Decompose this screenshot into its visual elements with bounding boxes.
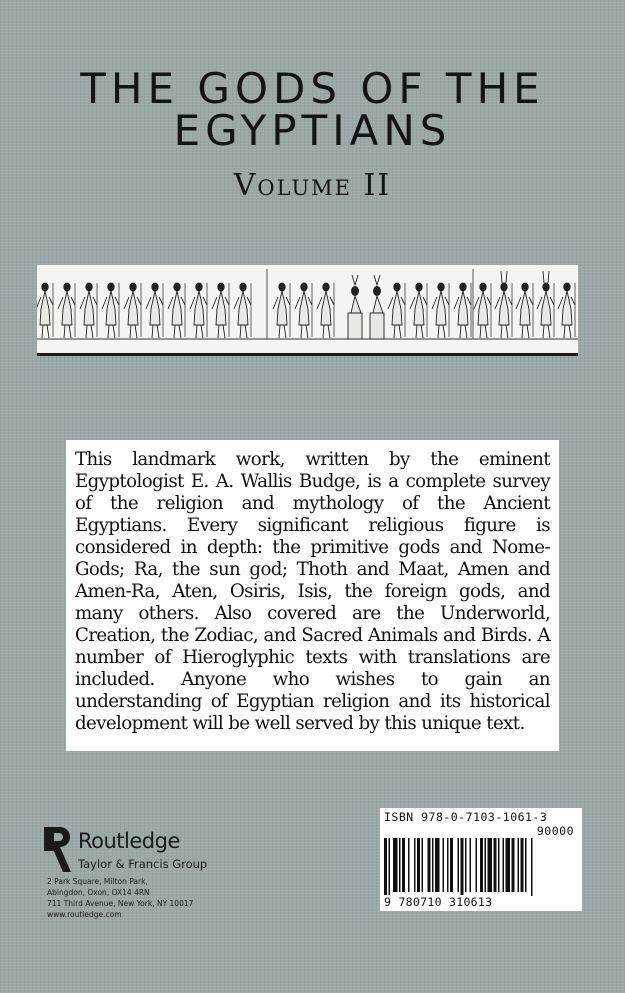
blurb-text: This landmark work, written by the eminent Egyptologist E. A. Wallis Budge, is a complete survey of the religion and mythology of the Ancient Egyptians. Every significant religious figure is considered in depth: the primitive gods and Nome-Gods; Ra, the sun god; Thoth and Maat, Amen and Amen-Ra, Aten, Osiris, Isis, the foreign gods, and many others. Also covered are the Underworld, Creation, the Zodiac, and Sacred Animals and Birds. A number of Hieroglyphic texts with translations are included. Anyone who wishes to gain an understanding of Egyptian religion and its historical development will be well served by this unique text. — [75, 449, 550, 734]
isbn-number: ISBN 978-0-7103-1061-3 — [384, 810, 548, 824]
egyptian-frieze-illustration — [37, 265, 578, 356]
publisher-group: Taylor & Francis Group — [78, 857, 208, 871]
address-line: 711 Third Avenue, New York, NY 10017 — [47, 899, 194, 908]
ean-digits: 9 780710 310613 — [384, 895, 493, 909]
price-code: 90000 — [536, 824, 574, 838]
routledge-r-icon — [44, 827, 72, 873]
book-title — [0, 64, 625, 155]
publisher-address — [47, 876, 193, 920]
publisher-name: Routledge — [78, 829, 180, 853]
volume-label: Volume II — [233, 168, 392, 203]
blurb-panel — [66, 440, 559, 751]
barcode-bars — [380, 838, 582, 896]
title-line-1: THE GODS OF THE — [80, 64, 545, 113]
address-line: Abingdon, Oxon, OX14 4RN — [47, 888, 150, 897]
publisher-website: www.routledge.com — [47, 910, 122, 919]
address-line: 2 Park Square, Milton Park, — [47, 877, 148, 886]
title-line-2: EGYPTIANS — [173, 106, 452, 155]
frieze-figures — [37, 265, 578, 350]
isbn-barcode — [380, 808, 582, 911]
